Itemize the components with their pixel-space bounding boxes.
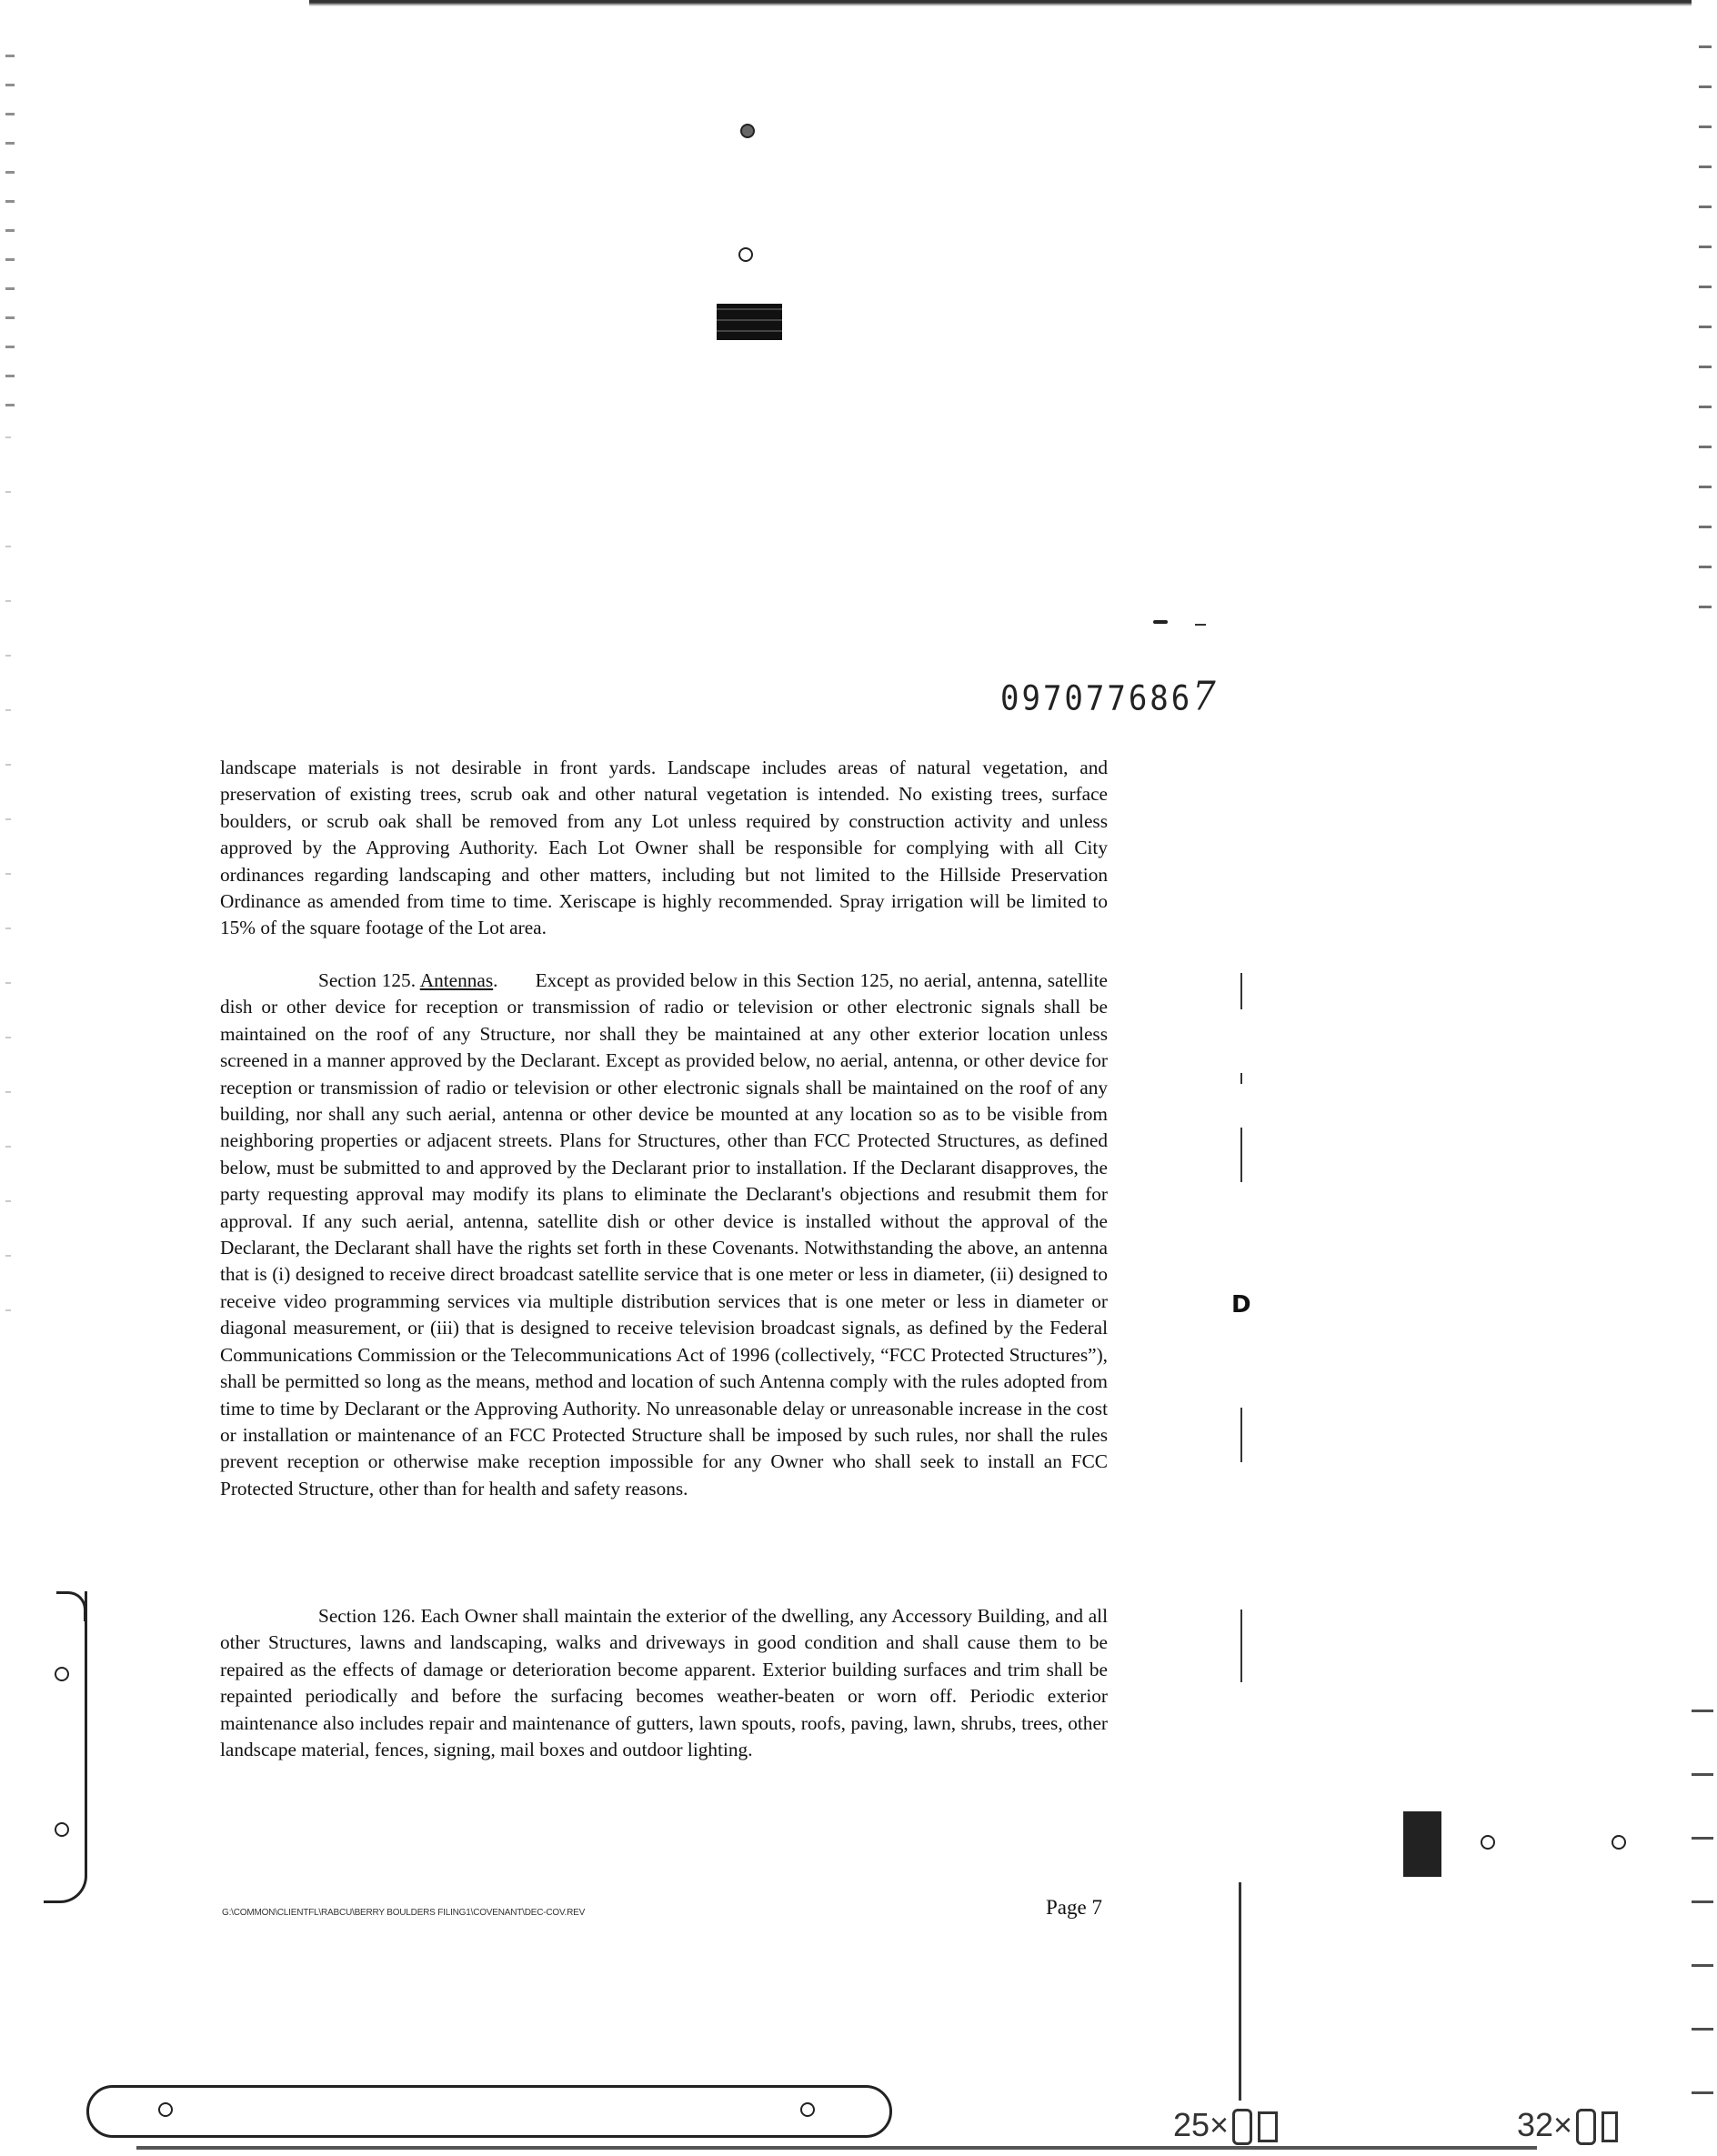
footer-file-path: G:\COMMON\CLIENTFL\RABCU\BERRY BOULDERS FILING1\COVENANT\DEC-COV.REV [222,1908,586,1918]
margin-mark [1240,1073,1242,1084]
registration-dot-top [740,124,755,138]
section-126-label: Section 126. [318,1605,416,1627]
page-number: Page 7 [1046,1896,1102,1919]
scan-right-ticks-lower [1692,1710,1713,2128]
recording-number [1000,674,1219,720]
scan-box-icon [1232,2109,1252,2145]
margin-mark [1240,973,1242,1009]
section-125-title: Antennas [419,969,494,991]
ink-smudge-block [717,304,782,340]
scan-measure-right [1517,2106,1618,2145]
margin-line-lower [1239,1882,1241,2101]
scan-right-ticks [1699,45,1712,609]
scan-box-icon [1602,2111,1618,2142]
section-125-antennas: Section 125. Antennas. Except as provided below in this Section 125, no aerial, antenna, satellite dish or other device for reception or transmission of radio or television or other electronic signals shall be maintained on the roof of any Structure, nor shall they be maintained at any other exterior location unless screened in a manner approved by the Declarant. Except as provided below, no aerial, antenna, or other device for reception or transmission of radio or television or other electronic signals shall be maintained on the roof of any building, nor shall any such aerial, antenna or other device be mounted at any location so as to be visible from neighboring properties or adjacent streets. Plans for Structures, other than FCC Protected Structures, as defined below, must be submitted to and approved by the Declarant prior to installation. If the Declarant disapproves, the party requesting approval may modify its plans to eliminate the Declarant's objections and resubmit them for approval. If any such aerial, antenna, satellite dish or other device is installed without the approval of the Declarant, the Declarant shall have the rights set forth in these Covenants. Notwithstanding the above, an antenna that is (i) designed to receive direct broadcast satellite service that is one meter or less in diameter, (ii) designed to receive video programming services via multiple distribution services that is one meter or less in diameter or diagonal measurement, or (iii) that is designed to receive television broadcast signals, as defined by the Federal Communications Commission or the Telecommunications Act of 1996 (collectively, “FCC Protected Structures”), shall be permitted so long as the means, method and location of such Antenna comply with the rules adopted from time to time by Declarant or the Approving Authority. No unreasonable delay or unreasonable increase in the cost or installation or maintenance of an FCC Protected Structure shall be imposed by such rules, nor shall the rules prevent reception or otherwise make reception impossible for any Owner who shall seek to install an FCC Protected Structure, other than for health and safety reasons. [220,969,1108,1499]
section-126-maintenance [220,1603,1108,1763]
registration-dot-middle [738,247,753,262]
margin-letter-d: D [1231,1291,1251,1319]
scan-bottom-edge [136,2146,1537,2150]
scan-top-edge [309,0,1692,6]
scan-box-icon [1258,2111,1278,2142]
recording-number-suffix: 7 [1192,673,1219,720]
scan-bottom-bar [86,2085,892,2138]
scan-left-ticks-lower [5,436,11,1346]
scan-black-marker [1403,1811,1441,1877]
scan-left-ticks [5,55,15,418]
scan-speck [1153,620,1168,624]
scan-left-bracket [44,1591,87,1903]
section-125-label: Section 125. [318,969,417,991]
scan-measure-left [1173,2106,1278,2145]
section-125-body: Except as provided below in this Section 125, no aerial, antenna, satellite dish or other device for reception or transmission of radio or television or other electronic signals shall be maintained on the roof of any Structure, nor shall they be maintained at any other exterior location unless screened in a manner approved by the Declarant. Except as provided below, no aerial, antenna, or other device for reception or transmission of radio or television or other electronic signals shall be maintained on the roof of any building, nor shall any such aerial, antenna or other device be mounted at any location so as to be visible from neighboring properties or adjacent streets. Plans for Structures, other than FCC Protected Structures, as defined below, must be submitted to and approved by the Declarant prior to installation. If the Declarant disapproves, the party requesting approval may modify its plans to eliminate the Declarant's objections and resubmit them for approval. If any such aerial, antenna, satellite dish or other device is installed without the approval of the Declarant, the Declarant shall have the rights set forth in these Covenants. Notwithstanding the above, an antenna that is (i) designed to receive direct broadcast satellite service that is one meter or less in diameter, (ii) designed to receive video programming services via multiple distribution services that is one meter or less in diameter or diagonal measurement, or (iii) that is designed to receive television broadcast signals, as defined by the Federal Communications Commission or the Telecommunications Act of 1996 (collectively, “FCC Protected Structures”), shall be permitted so long as the means, method and location of such Antenna comply with the rules adopted from time to time by Declarant or the Approving Authority. No unreasonable delay or unreasonable increase in the cost or installation or maintenance of an FCC Protected Structure shall be imposed by such rules, nor shall the rules prevent reception or otherwise make reception impossible for any Owner who shall seek to install an FCC Protected Structure, other than for health and safety reasons. [220,969,1108,1499]
section-126-body: Each Owner shall maintain the exterior of the dwelling, any Accessory Building, and all other Structures, lawns and landscaping, walks and driveways in good condition and shall cause them to be repaired as the effects of damage or deterioration become apparent. Exterior building surfaces and trim shall be repainted periodically and before the surfacing becomes weather-beaten or worn off. Periodic exterior maintenance also includes repair and maintenance of gutters, lawn spouts, roofs, paving, lawn, shrubs, trees, other landscape material, fences, signing, mail boxes and outdoor lighting. [220,1605,1108,1761]
scan-measure-left-text: 25× [1173,2106,1230,2143]
paragraph-landscape: landscape materials is not desirable in front yards. Landscape includes areas of natural vegetation, and preservation of existing trees, scrub oak and other natural vegetation is intended. No existing trees, surface boulders, or scrub oak shall be removed from any Lot unless required by construction activity and unless approved by the Approving Authority. Each Lot Owner shall be responsible for complying with all City ordinances regarding landscaping and other matters, including but not limited to the Hillside Preservation Ordinance as amended from time to time. Xeriscape is highly recommended. Spray irrigation will be limited to 15% of the square footage of the Lot area. [220,757,1108,939]
punch-hole [1612,1835,1626,1850]
punch-hole [1481,1835,1495,1850]
punch-hole [800,2102,815,2117]
punch-hole [55,1822,69,1837]
scan-box-icon [1576,2109,1596,2145]
punch-hole [158,2102,173,2117]
margin-mark [1240,1609,1242,1682]
scan-measure-right-text: 32× [1517,2106,1573,2143]
scan-speck [1195,624,1206,626]
recording-number-main: 097077686 [1000,678,1193,719]
punch-hole [55,1667,69,1681]
margin-mark [1240,1408,1242,1462]
margin-mark [1240,1128,1242,1182]
